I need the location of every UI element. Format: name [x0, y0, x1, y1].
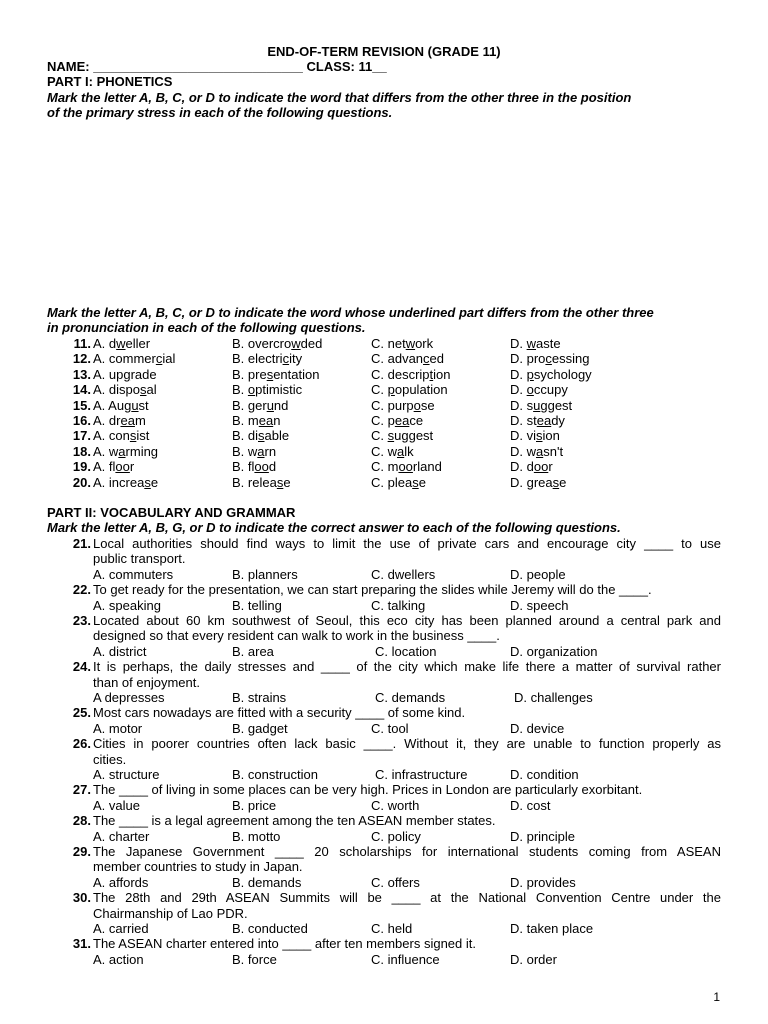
option-text-after: eller	[125, 336, 151, 351]
question-stem-line: It is perhaps, the daily stresses and ____ of the city which make life there a matter of survival rather	[93, 659, 721, 675]
option-text-after: r	[129, 459, 135, 475]
option-b	[232, 351, 302, 366]
option-b	[232, 336, 322, 351]
option-text-before: B. fl	[232, 459, 255, 475]
option-text-before: B. w	[232, 443, 258, 459]
underlined-part: u	[266, 397, 274, 413]
option-text-after: ity	[289, 351, 303, 367]
option-a	[93, 475, 158, 490]
option-text-before: C. p	[371, 413, 395, 428]
option-b	[232, 459, 276, 474]
question-number: 27.	[72, 782, 91, 798]
stress-instruction-line-2: of the primary stress in each of the following questions.	[47, 105, 393, 120]
option-text-before: D.	[510, 382, 527, 398]
answer-option-a[interactable]: A. district	[93, 643, 147, 659]
answer-option-d[interactable]: D. cost	[510, 797, 551, 813]
option-text-before: A. dr	[93, 413, 121, 428]
answer-option-a[interactable]: A. value	[93, 797, 140, 813]
underlined-part: o	[413, 397, 421, 413]
option-a	[93, 367, 157, 382]
question-number: 25.	[72, 705, 91, 721]
option-c	[371, 351, 444, 366]
question-stem-line: The ASEAN charter entered into ____ after ten members signed it.	[93, 936, 476, 952]
answer-option-a[interactable]: A. carried	[93, 921, 149, 936]
question-stem-line: Local authorities should find ways to limit the use of private cars and encourage city ____ to use	[93, 536, 721, 551]
option-text-before: C. purp	[371, 397, 414, 413]
underlined-part: g	[123, 366, 131, 382]
worksheet-title: END-OF-TERM REVISION (GRADE 11)	[267, 44, 501, 59]
question-number: 15.	[72, 397, 91, 413]
underlined-part: s	[276, 474, 284, 490]
question-stem-line: Most cars nowadays are fitted with a security ____ of some kind.	[93, 705, 466, 721]
option-b	[232, 382, 302, 397]
option-text-before: C. descrip	[371, 366, 430, 382]
option-b	[232, 475, 291, 490]
question-number: 22.	[72, 582, 91, 598]
option-text-after: al	[146, 382, 157, 398]
underlined-part: s	[387, 428, 395, 444]
option-text-before: A. con	[93, 428, 130, 444]
option-text-after: rland	[412, 459, 442, 475]
underlined-part: p	[387, 382, 395, 398]
answer-option-d[interactable]: D. taken place	[510, 921, 594, 936]
underlined-part: oo	[115, 459, 130, 475]
option-a	[93, 444, 158, 459]
question-stem-line: Located about 60 km southwest of Seoul, this eco city has been planned around a central park and	[93, 613, 721, 628]
option-text-before: B. m	[232, 413, 259, 428]
option-text-before: C. w	[371, 443, 397, 459]
option-b	[232, 367, 319, 382]
part1-heading: PART I: PHONETICS	[47, 74, 173, 89]
option-text-before: A. dispo	[93, 382, 140, 398]
question-stem-line: The ____ is a legal agreement among the ten ASEAN member states.	[93, 813, 496, 829]
option-a	[93, 413, 146, 428]
option-text-before: B. pre	[232, 366, 267, 382]
option-text-after: ce	[409, 413, 424, 428]
answer-option-a[interactable]: A. charter	[93, 828, 150, 844]
option-text-before: D. vi	[510, 428, 536, 444]
answer-option-a[interactable]: A depresses	[93, 690, 165, 705]
option-c	[371, 413, 423, 428]
question-number: 21.	[72, 536, 91, 551]
option-text-after: se	[420, 397, 435, 413]
part2-heading: PART II: VOCABULARY AND GRAMMAR	[47, 505, 296, 520]
option-text-before: D. pro	[510, 351, 546, 367]
question-stem-line: The ____ of living in some places can be very high. Prices in London are particularly exorbitant.	[93, 782, 643, 798]
option-text-after: d	[268, 459, 277, 475]
option-text-before: B. overcro	[232, 336, 292, 351]
underlined-part: c	[423, 351, 430, 367]
underlined-part: c	[282, 351, 290, 367]
question-number: 13.	[72, 366, 91, 382]
option-text-before: D. s	[510, 397, 534, 413]
answer-option-c[interactable]: C. influence	[371, 951, 440, 967]
underlined-part: o	[247, 382, 256, 398]
option-a	[93, 459, 134, 474]
question-stem-line: member countries to study in Japan.	[93, 859, 303, 875]
option-c	[371, 336, 433, 351]
answer-option-d[interactable]: D. people	[510, 566, 566, 582]
option-a	[93, 398, 149, 413]
underlined-part: oo	[533, 459, 549, 475]
option-text-after: ptimistic	[255, 382, 303, 398]
option-text-after: uggest	[394, 428, 434, 444]
answer-option-d[interactable]: D. principle	[510, 828, 576, 844]
option-text-after: aste	[536, 336, 561, 351]
underlined-part: s	[139, 382, 147, 398]
option-text-after: sn't	[543, 443, 564, 459]
option-d	[510, 459, 553, 474]
answer-option-a[interactable]: A. speaking	[93, 597, 161, 613]
option-text-before: D. d	[510, 459, 534, 475]
question-number: 30.	[72, 890, 91, 906]
option-text-after: ork	[415, 336, 434, 351]
answer-option-c[interactable]: C. demands	[375, 690, 446, 705]
option-text-before: B. relea	[232, 474, 277, 490]
option-d	[510, 413, 565, 428]
answer-option-b[interactable]: B. motto	[232, 828, 281, 844]
question-number: 29.	[72, 844, 91, 859]
option-a	[93, 336, 150, 351]
option-text-before: C. m	[371, 459, 399, 475]
underlined-part: t	[429, 366, 434, 382]
option-text-before: C. net	[371, 336, 406, 351]
option-text-before: D.	[510, 366, 527, 382]
underlined-part: w	[116, 336, 126, 351]
underlined-part: s	[412, 474, 419, 490]
underlined-part: u	[131, 397, 139, 413]
answer-option-a[interactable]: A. structure	[93, 767, 160, 782]
option-b	[232, 444, 276, 459]
option-text-before: B. di	[232, 428, 259, 444]
question-stem-line: Cities in poorer countries often lack basic ____. Without it, they are unable to function properly as	[93, 736, 721, 752]
option-text-after: n	[273, 413, 281, 428]
option-text-after: e	[559, 474, 567, 490]
underlined-part: w	[405, 336, 416, 351]
answer-option-b[interactable]: B. strains	[232, 690, 287, 705]
option-text-after: ggest	[540, 397, 573, 413]
question-number: 12.	[72, 351, 91, 367]
option-text-after: ion	[433, 366, 451, 382]
underlined-part: a	[118, 443, 126, 459]
question-number: 23.	[72, 613, 91, 628]
question-stem-line: Chairmanship of Lao PDR.	[93, 905, 248, 921]
option-d	[510, 336, 561, 351]
answer-option-b[interactable]: B. price	[232, 797, 277, 813]
answer-option-b[interactable]: B. planners	[232, 566, 298, 582]
answer-option-d[interactable]: D. condition	[510, 767, 579, 782]
name-class-line: NAME: _____________________________ CLASS: 11__	[47, 59, 387, 74]
option-text-after: dy	[551, 413, 565, 428]
question-stem-line: cities.	[93, 751, 127, 767]
underlined-part: a	[536, 443, 544, 459]
option-text-before: B.	[232, 382, 248, 398]
answer-option-c[interactable]: C. offers	[371, 874, 420, 890]
underlined-part: w	[526, 336, 537, 351]
option-text-after: ded	[300, 336, 323, 351]
answer-option-c[interactable]: C. dwellers	[371, 566, 436, 582]
question-stem-line: The 28th and 29th ASEAN Summits will be ____ at the National Convention Centre under the	[93, 890, 721, 906]
option-d	[510, 398, 572, 413]
vocabulary-instruction: Mark the letter A, B, G, or D to indicate the correct answer to each of the following questions.	[47, 520, 621, 535]
underlined-part: w	[291, 336, 301, 351]
answer-option-d[interactable]: D. provides	[510, 874, 576, 890]
answer-option-b[interactable]: B. telling	[232, 597, 282, 613]
answer-option-d[interactable]: D. organization	[510, 643, 598, 659]
answer-option-d[interactable]: D. speech	[510, 597, 569, 613]
question-number: 17.	[72, 428, 91, 444]
option-text-after: lk	[404, 443, 414, 459]
option-text-after: e	[283, 474, 291, 490]
option-text-after: m	[134, 413, 146, 428]
answer-option-c[interactable]: C. location	[375, 643, 437, 659]
question-number: 16.	[72, 413, 91, 428]
underlined-part: s	[552, 474, 560, 490]
question-number: 26.	[72, 736, 91, 752]
option-text-before: A. w	[93, 443, 119, 459]
answer-option-b[interactable]: B. force	[232, 951, 277, 967]
option-d	[510, 382, 568, 397]
answer-option-a[interactable]: A. action	[93, 951, 144, 967]
answer-option-d[interactable]: D. device	[510, 720, 565, 736]
option-c	[371, 444, 414, 459]
question-number: 28.	[72, 813, 91, 829]
option-text-before: D. grea	[510, 474, 553, 490]
answer-option-c[interactable]: C. tool	[371, 720, 409, 736]
option-text-before: D. w	[510, 443, 536, 459]
option-c	[371, 382, 448, 397]
answer-option-b[interactable]: B. area	[232, 643, 274, 659]
option-text-after: st	[138, 397, 149, 413]
option-text-before: B. ger	[232, 397, 267, 413]
answer-option-b[interactable]: B. conducted	[232, 921, 308, 936]
option-a	[93, 351, 175, 366]
option-c	[371, 367, 451, 382]
question-number: 11.	[73, 336, 91, 351]
option-text-after: opulation	[394, 382, 448, 398]
option-c	[371, 398, 435, 413]
question-number: 31.	[72, 936, 91, 952]
answer-option-a[interactable]: A. affords	[93, 874, 149, 890]
underlined-part: ea	[394, 413, 410, 428]
underlined-part: oo	[254, 459, 269, 475]
option-text-before: A. Aug	[93, 397, 132, 413]
answer-option-c[interactable]: C. infrastructure	[375, 767, 468, 782]
answer-option-c[interactable]: C. talking	[371, 597, 426, 613]
option-text-after: e	[150, 474, 159, 490]
question-number: 19.	[72, 459, 91, 475]
question-stem-line: To get ready for the presentation, we can start preparing the slides while Jeremy will do the ____.	[93, 582, 652, 598]
answer-option-a[interactable]: A. motor	[93, 720, 143, 736]
question-stem-line: The Japanese Government ____ 20 scholarships for international students coming from ASEAN	[93, 844, 721, 859]
underlined-part: ea	[536, 413, 552, 428]
page-number: 1	[713, 990, 720, 1004]
answer-option-c[interactable]: C. held	[371, 921, 413, 936]
option-text-after: ion	[542, 428, 560, 444]
option-c	[371, 428, 433, 443]
underlined-part: a	[257, 443, 265, 459]
question-stem-line: designed so that every resident can walk to work in the business ____.	[93, 628, 500, 644]
underlined-part: o	[526, 382, 534, 398]
option-d	[510, 428, 560, 443]
underlined-part: c	[545, 351, 552, 367]
option-text-before: D. st	[510, 413, 537, 428]
option-text-after: ist	[136, 428, 150, 444]
option-b	[232, 413, 280, 428]
option-text-after: r	[548, 459, 553, 475]
option-text-after: sychology	[533, 366, 592, 382]
option-text-after: rn	[264, 443, 277, 459]
underlined-part: ea	[258, 413, 274, 428]
question-number: 14.	[72, 382, 91, 398]
option-c	[371, 475, 426, 490]
stress-instruction-line-1: Mark the letter A, B, C, or D to indicate the word that differs from the other three in the position	[47, 90, 632, 105]
underlined-part: u	[533, 397, 541, 413]
option-b	[232, 428, 289, 443]
answer-option-b[interactable]: B. construction	[232, 767, 318, 782]
option-d	[510, 444, 563, 459]
option-text-after: ccupy	[533, 382, 568, 398]
option-text-after: essing	[551, 351, 590, 367]
question-number: 24.	[72, 659, 91, 675]
option-b	[232, 398, 288, 413]
option-text-after: able	[264, 428, 290, 444]
option-text-after: ed	[429, 351, 445, 367]
option-d	[510, 475, 566, 490]
option-text-before: A. increa	[93, 474, 145, 490]
question-number: 18.	[72, 443, 91, 459]
option-text-before: A. fl	[93, 459, 116, 475]
underlined-part: ea	[120, 413, 135, 428]
option-text-before: A. commer	[93, 351, 156, 367]
option-a	[93, 382, 157, 397]
underlined-part: s	[536, 428, 543, 444]
option-text-after: e	[418, 474, 426, 490]
option-a	[93, 428, 149, 443]
option-text-before: A. up	[93, 366, 124, 382]
answer-option-b[interactable]: B. gadget	[232, 720, 288, 736]
question-stem-line: public transport.	[93, 551, 186, 567]
option-text-after: rade	[130, 366, 157, 382]
option-text-after: nd	[273, 397, 289, 413]
option-text-before: B. electri	[232, 351, 283, 367]
pronunciation-instruction-line-1: Mark the letter A, B, C, or D to indicate the word whose underlined part differs from the other three	[47, 305, 654, 320]
answer-option-d[interactable]: D. order	[510, 951, 557, 967]
option-text-after: entation	[273, 366, 320, 382]
answer-option-c[interactable]: C. worth	[371, 797, 420, 813]
answer-option-b[interactable]: B. demands	[232, 874, 302, 890]
option-text-before: C. plea	[371, 474, 413, 490]
answer-option-a[interactable]: A. commuters	[93, 566, 174, 582]
pronunciation-instruction-line-2: in pronunciation in each of the following questions.	[47, 320, 366, 335]
option-d	[510, 351, 589, 366]
underlined-part: s	[129, 428, 137, 444]
option-c	[371, 459, 442, 474]
option-text-after: ial	[162, 351, 176, 367]
underlined-part: s	[258, 428, 265, 444]
answer-option-d[interactable]: D. challenges	[514, 690, 593, 705]
underlined-part: oo	[398, 459, 413, 475]
underlined-part: s	[266, 366, 274, 382]
question-stem-line: than of enjoyment.	[93, 674, 200, 690]
underlined-part: c	[155, 351, 163, 367]
option-text-after: rming	[125, 443, 159, 459]
option-text-before: C. advan	[371, 351, 424, 367]
question-number: 20.	[72, 474, 91, 490]
option-d	[510, 367, 592, 382]
option-text-before: D.	[510, 336, 527, 351]
option-text-before: A. d	[93, 336, 117, 351]
option-text-before: C.	[371, 382, 388, 398]
option-text-before: C.	[371, 428, 388, 444]
answer-option-c[interactable]: C. policy	[371, 828, 421, 844]
underlined-part: p	[526, 366, 534, 382]
underlined-part: a	[397, 443, 405, 459]
underlined-part: s	[144, 474, 151, 490]
